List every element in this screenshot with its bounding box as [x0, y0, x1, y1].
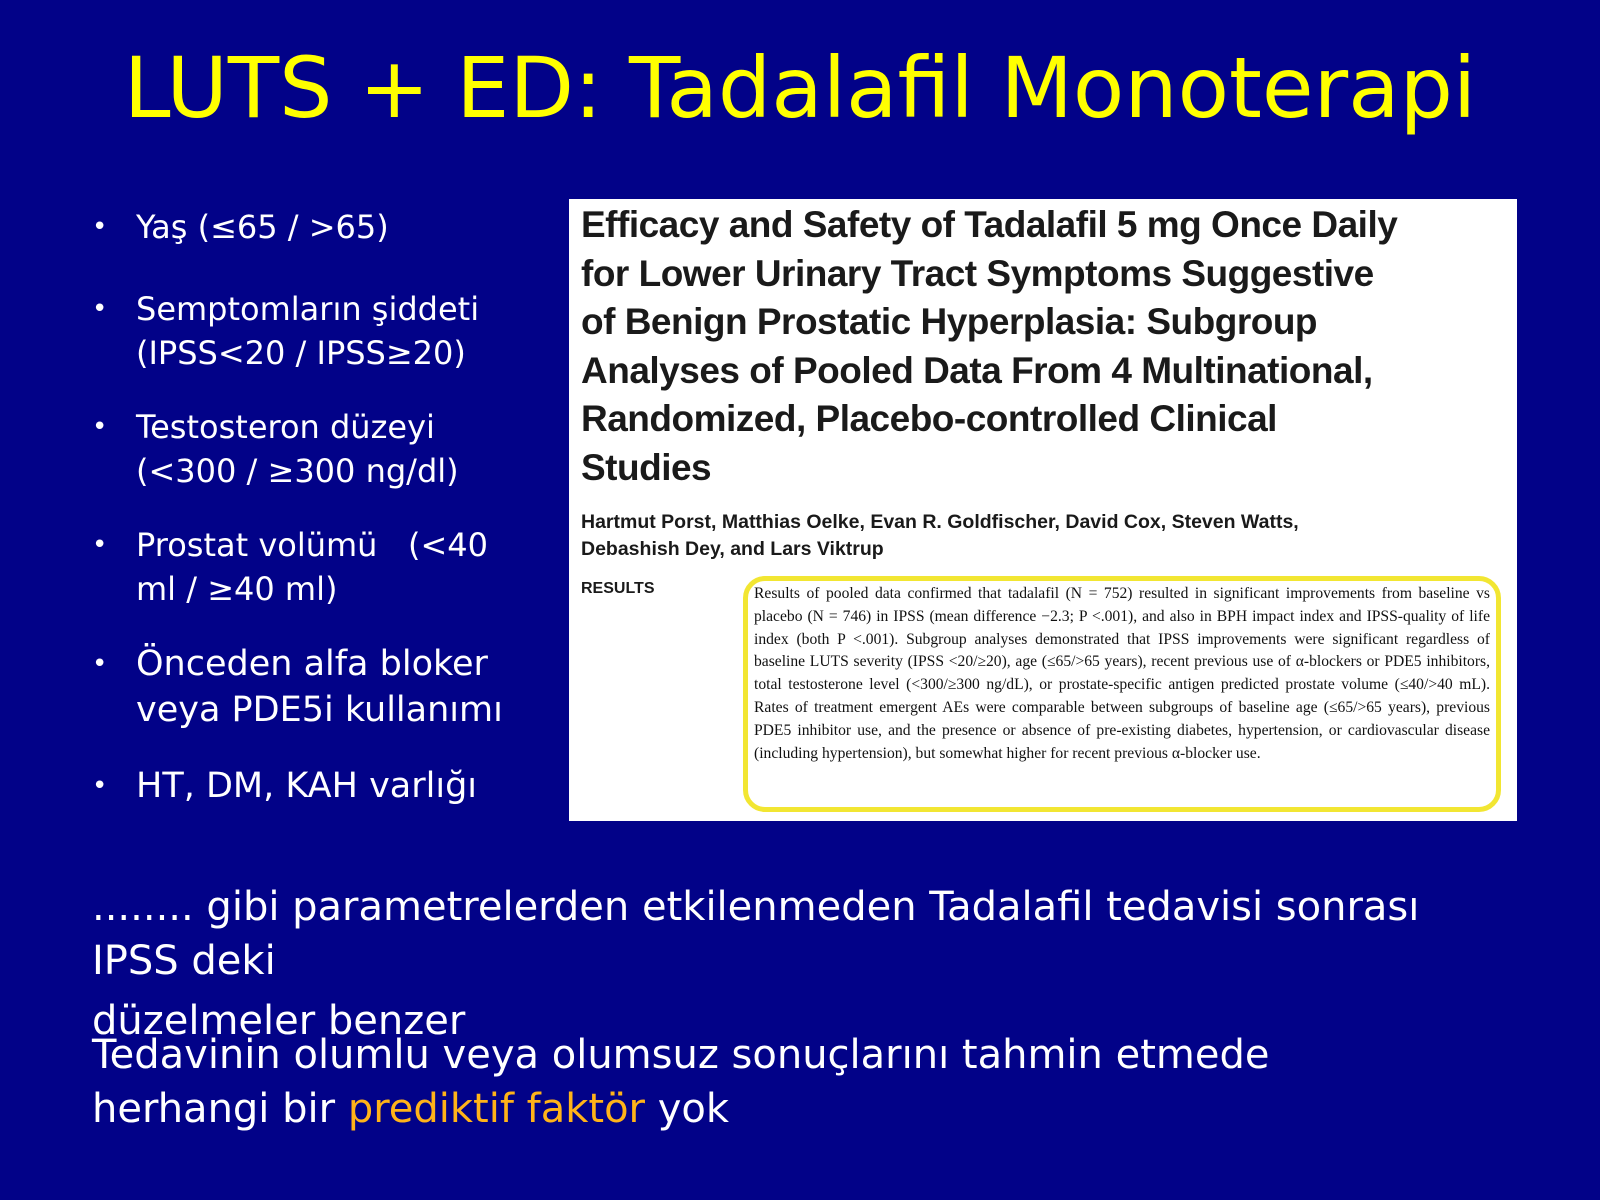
- bullet-text: (IPSS<20 / IPSS≥20): [136, 334, 466, 372]
- bullet-text: HT, DM, KAH varlığı: [136, 766, 478, 806]
- bullet-icon: •: [92, 649, 108, 679]
- paper-title-line: for Lower Urinary Tract Symptoms Suggestive: [581, 252, 1374, 294]
- bullet-text: veya PDE5i kullanımı: [136, 690, 503, 730]
- results-text-highlighted: Results of pooled data confirmed that tadalafil (N = 752) resulted in significant improvements from baseline vs placebo (N = 746) in IPSS (mean difference −2.3; P <.001), and also in BPH impact index and IPSS-quality of life index (both P <.001). Subgroup analyses demonstrated that IPSS improvements were significant regardless of baseline LUTS severity (IPSS <20/≥20), age (≤65/>65 years), recent previous use of α-blockers or PDE5 inhibitors, total testosterone level (<300/≥300 ng/dL), or prostate-specific antigen predicted prostate volume (≤40/>40 mL). Rates of treatment emergent AEs were comparable between subgroups of baseline age (≤65/>65 years), previous PDE5 inhibitor use, and the presence or absence of pre-existing diabetes, hypertension, or cardiovascular disease (including hypertension), but somewhat higher for recent previous α-blocker use.: [743, 576, 1501, 812]
- paper-excerpt-image: [569, 199, 1517, 821]
- bullet-text: Önceden alfa bloker: [136, 644, 488, 684]
- bullet-icon: •: [92, 294, 108, 324]
- paper-title-line: Analyses of Pooled Data From 4 Multinational,: [581, 349, 1373, 391]
- bullet-text: Yaş (≤65 / >65): [136, 208, 389, 246]
- paper-title-line: of Benign Prostatic Hyperplasia: Subgroup: [581, 301, 1318, 342]
- summary-line: ........ gibi parametrelerden etkilenmeden Tadalafil tedavisi sonrası: [92, 884, 1420, 930]
- bullet-list: [92, 205, 562, 809]
- bullet-item-age: [92, 205, 562, 249]
- bullet-text: (<300 / ≥300 ng/dl): [136, 452, 459, 490]
- conclusion-text: herhangi bir: [92, 1086, 348, 1132]
- conclusion-statement: [92, 1028, 1592, 1136]
- bullet-icon: •: [92, 530, 108, 560]
- paper-authors-line: Debashish Dey, and Lars Viktrup: [581, 538, 884, 560]
- bullet-text: ml / ≥40 ml): [136, 570, 338, 608]
- bullet-text: Testosteron düzeyi: [136, 408, 435, 446]
- paper-title-line: Studies: [581, 446, 712, 488]
- predictive-factor-highlight: prediktif faktör: [347, 1086, 645, 1132]
- slide-title: LUTS + ED: Tadalafil Monoterapi: [123, 39, 1477, 137]
- bullet-item-comorbidities: [92, 763, 562, 809]
- paper-authors: [581, 509, 1511, 563]
- bullet-item-symptom-severity: [92, 287, 562, 375]
- conclusion-text: yok: [645, 1086, 730, 1132]
- summary-line: IPSS deki: [92, 938, 276, 984]
- paper-title-line: Randomized, Placebo-controlled Clinical: [581, 398, 1277, 439]
- bullet-item-testosterone: [92, 405, 562, 493]
- summary-line: düzelmeler benzer: [92, 998, 466, 1044]
- summary-statement: [92, 880, 1592, 1048]
- conclusion-line: [92, 1082, 1592, 1136]
- results-label: RESULTS: [581, 580, 655, 597]
- bullet-text: Prostat volümü (<40: [136, 526, 488, 564]
- conclusion-line: Tedavinin olumlu veya olumsuz sonuçlarını tahmin etmede: [92, 1032, 1270, 1078]
- paper-title: [581, 201, 1511, 492]
- bullet-icon: •: [92, 771, 108, 801]
- bullet-text: Semptomların şiddeti: [136, 290, 480, 328]
- paper-authors-line: Hartmut Porst, Matthias Oelke, Evan R. Goldfischer, David Cox, Steven Watts,: [581, 511, 1299, 533]
- paper-title-line: Efficacy and Safety of Tadalafil 5 mg Once Daily: [581, 204, 1398, 245]
- bullet-icon: •: [92, 412, 108, 442]
- bullet-icon: •: [92, 212, 108, 242]
- bullet-item-prior-treatment: [92, 641, 562, 733]
- bullet-item-prostate-volume: [92, 523, 562, 611]
